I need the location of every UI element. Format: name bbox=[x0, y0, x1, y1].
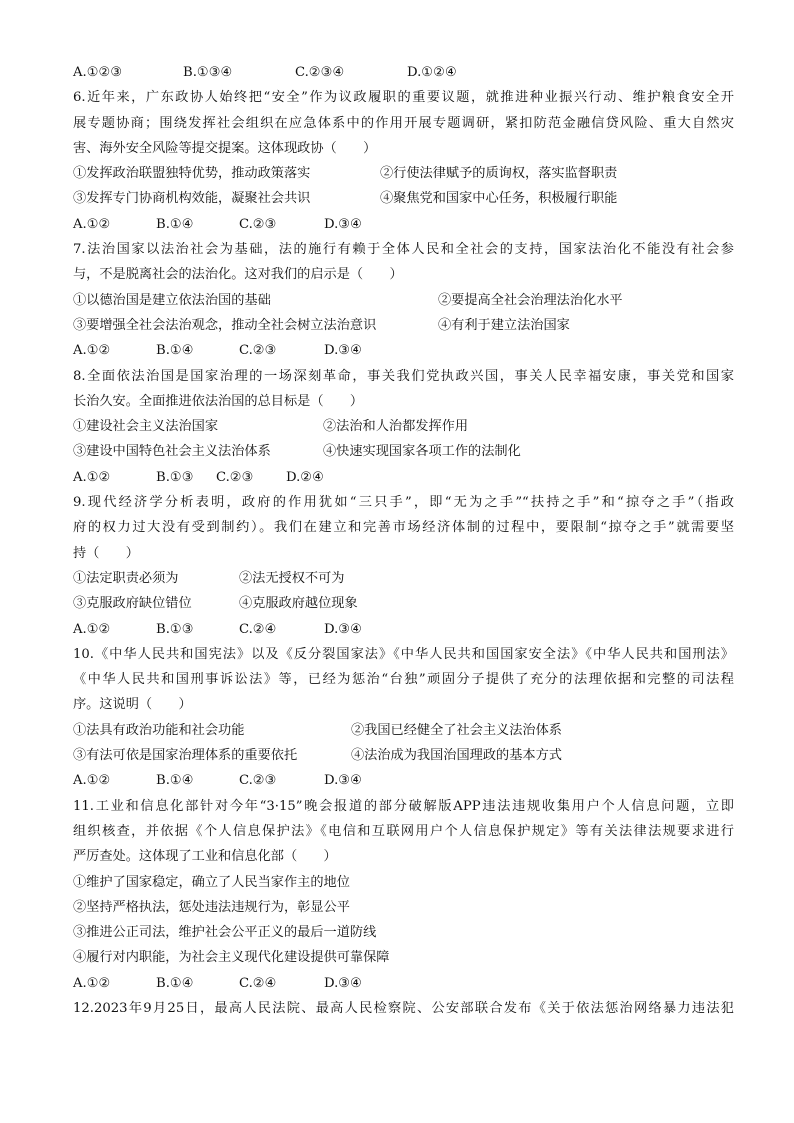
q10-option-b: B.①④ bbox=[156, 773, 194, 789]
q9-stem-line: 府的权力过大没有受到制约）。我们在建立和完善市场经济体制的过程中，要限制“掠夺之手”就需要坚 bbox=[73, 520, 734, 536]
q6-stem-line: 6.近年来，广东政协人始终把“安全”作为议政履职的重要议题，就推进种业振兴行动、维护粮食安全开 bbox=[73, 90, 734, 106]
q7-item-3: ③要增强全社会法治观念，推动全社会树立法治意识 bbox=[73, 317, 377, 333]
q9-items-row bbox=[73, 566, 734, 591]
q5-option-a: A.①②③ bbox=[73, 65, 123, 80]
q6-stem-line: 害、海外安全风险等提交提案。这体现政协（ ） bbox=[73, 140, 377, 156]
q9-option-b: B.①③ bbox=[156, 621, 194, 637]
q6-option-c: C.②③ bbox=[239, 216, 277, 232]
q9-stem-line: 持（ ） bbox=[73, 545, 139, 561]
q6-item-1: ①发挥政治联盟独特优势，推动政策落实 bbox=[73, 166, 311, 182]
q7-item-2: ②要提高全社会治理法治化水平 bbox=[438, 292, 623, 308]
q5-option-b: B.①③④ bbox=[183, 65, 233, 80]
q6-options bbox=[73, 212, 734, 237]
q7-option-a: A.①② bbox=[73, 343, 111, 359]
q10-item-3: ③有法可依是国家治理体系的重要依托 bbox=[73, 748, 298, 764]
q10-stem-line: 10.《中华人民共和国宪法》以及《反分裂国家法》《中华人民共和国国家安全法》《中华人民共和国刑法》 bbox=[73, 646, 734, 662]
q8-option-c: C.②③ bbox=[216, 469, 254, 485]
q6-items-row bbox=[73, 186, 734, 211]
q10-item-2: ②我国已经健全了社会主义法治体系 bbox=[351, 722, 562, 738]
q12-stem-line: 12.2023年9月25日，最高人民法院、最高人民检察院、公安部联合发布《关于依法惩治网络暴力违法犯 bbox=[73, 1000, 734, 1016]
q7-items-row bbox=[73, 313, 734, 338]
q7-item-4: ④有利于建立法治国家 bbox=[438, 317, 570, 333]
q9-option-d: D.③④ bbox=[324, 621, 362, 637]
q10-item-1: ①法具有政治功能和社会功能 bbox=[73, 722, 245, 738]
q8-stem-line: 长治久安。全面推进依法治国的总目标是（ ） bbox=[73, 393, 364, 409]
q10-option-c: C.②③ bbox=[239, 773, 277, 789]
q8-items-row bbox=[73, 414, 734, 439]
q9-item-3: ③克服政府缺位错位 bbox=[73, 596, 192, 612]
q7-items-row bbox=[73, 288, 734, 313]
q11-option-a: A.①② bbox=[73, 975, 111, 991]
q7-option-b: B.①④ bbox=[156, 343, 194, 359]
q8-item-2: ②法治和人治都发挥作用 bbox=[323, 419, 469, 435]
q7-item-1: ①以德治国是建立依法治国的基础 bbox=[73, 292, 271, 308]
q8-item-1: ①建设社会主义法治国家 bbox=[73, 419, 219, 435]
q11-option-c: C.②④ bbox=[239, 975, 277, 991]
q10-item-4: ④法治成为我国治国理政的基本方式 bbox=[351, 748, 562, 764]
q9-option-a: A.①② bbox=[73, 621, 111, 637]
q8-option-a: A.①② bbox=[73, 469, 111, 485]
q11-item-1: ①维护了国家稳定，确立了人民当家作主的地位 bbox=[73, 874, 350, 890]
q6-item-3: ③发挥专门协商机构效能，凝聚社会共识 bbox=[73, 191, 311, 207]
q7-option-d: D.③④ bbox=[324, 343, 362, 359]
q6-items-row bbox=[73, 161, 734, 186]
q11-stem-line: 组织核查，并依据《个人信息保护法》《电信和互联网用户个人信息保护规定》等有关法律法规要求进行 bbox=[73, 823, 734, 839]
q9-stem-line: 9.现代经济学分析表明，政府的作用犹如“三只手”，即“无为之手”“扶持之手”和“掠夺之手”（指政 bbox=[73, 495, 734, 511]
q11-stem-line: 严厉查处。这体现了工业和信息化部（ ） bbox=[73, 849, 337, 865]
q9-option-c: C.②④ bbox=[239, 621, 277, 637]
q9-item-1: ①法定职责必须为 bbox=[73, 570, 179, 586]
q8-stem-line: 8.全面依法治国是国家治理的一场深刻革命，事关我们党执政兴国，事关人民幸福安康，事关党和国家 bbox=[73, 368, 734, 384]
q8-option-b: B.①③ bbox=[156, 469, 194, 485]
q6-item-2: ②行使法律赋予的质询权，落实监督职责 bbox=[380, 166, 618, 182]
q11-option-b: B.①④ bbox=[156, 975, 194, 991]
q9-options bbox=[73, 617, 734, 642]
q10-option-d: D.③④ bbox=[324, 773, 362, 789]
q11-stem-line: 11.工业和信息化部针对今年“3·15”晚会报道的部分破解版APP违法违规收集用户个人信息问题，立即 bbox=[73, 798, 734, 814]
q7-stem-line: 与，不是脱离社会的法治化。这对我们的启示是（ ） bbox=[73, 267, 403, 283]
q10-stem-line: 序。这说明（ ） bbox=[73, 697, 192, 713]
q9-item-4: ④克服政府越位现象 bbox=[239, 596, 358, 612]
q10-items-row bbox=[73, 718, 734, 743]
q6-option-a: A.①② bbox=[73, 216, 111, 232]
q11-item-4: ④履行对内职能，为社会主义现代化建设提供可靠保障 bbox=[73, 950, 390, 966]
q7-options bbox=[73, 338, 734, 363]
q5-options bbox=[73, 60, 734, 85]
q11-item-2: ②坚持严格执法，惩处违法违规行为，彰显公平 bbox=[73, 899, 350, 915]
q10-stem-line: 《中华人民共和国刑事诉讼法》等，已经为惩治“台独”顽固分子提供了充分的法理依据和完整的司法程 bbox=[73, 672, 734, 688]
q6-option-d: D.③④ bbox=[324, 216, 362, 232]
q8-item-3: ③建设中国特色社会主义法治体系 bbox=[73, 444, 271, 460]
q9-item-2: ②法无授权不可为 bbox=[239, 570, 345, 586]
q11-option-d: D.③④ bbox=[324, 975, 362, 991]
q8-items-row bbox=[73, 439, 734, 464]
q6-option-b: B.①④ bbox=[156, 216, 194, 232]
q5-option-c: C.②③④ bbox=[295, 65, 345, 80]
q8-options bbox=[73, 465, 734, 490]
q5-option-d: D.①②④ bbox=[407, 65, 457, 80]
q7-stem-line: 7.法治国家以法治社会为基础，法的施行有赖于全体人民和全社会的支持，国家法治化不能没有社会参 bbox=[73, 242, 734, 258]
q8-item-4: ④快速实现国家各项工作的法制化 bbox=[323, 444, 521, 460]
q10-options bbox=[73, 768, 734, 793]
q8-option-d: D.②④ bbox=[286, 469, 324, 485]
q10-option-a: A.①② bbox=[73, 773, 111, 789]
q10-items-row bbox=[73, 743, 734, 768]
q6-stem-line: 展专题协商；围绕发挥社会组织在应急体系中的作用开展专题调研，紧扣防范金融信贷风险、重大自然灾 bbox=[73, 115, 734, 131]
q11-options bbox=[73, 971, 734, 996]
q11-item-3: ③推进公正司法，维护社会公平正义的最后一道防线 bbox=[73, 925, 377, 941]
q7-option-c: C.②③ bbox=[239, 343, 277, 359]
q6-item-4: ④聚焦党和国家中心任务，积极履行职能 bbox=[380, 191, 618, 207]
q9-items-row bbox=[73, 591, 734, 616]
